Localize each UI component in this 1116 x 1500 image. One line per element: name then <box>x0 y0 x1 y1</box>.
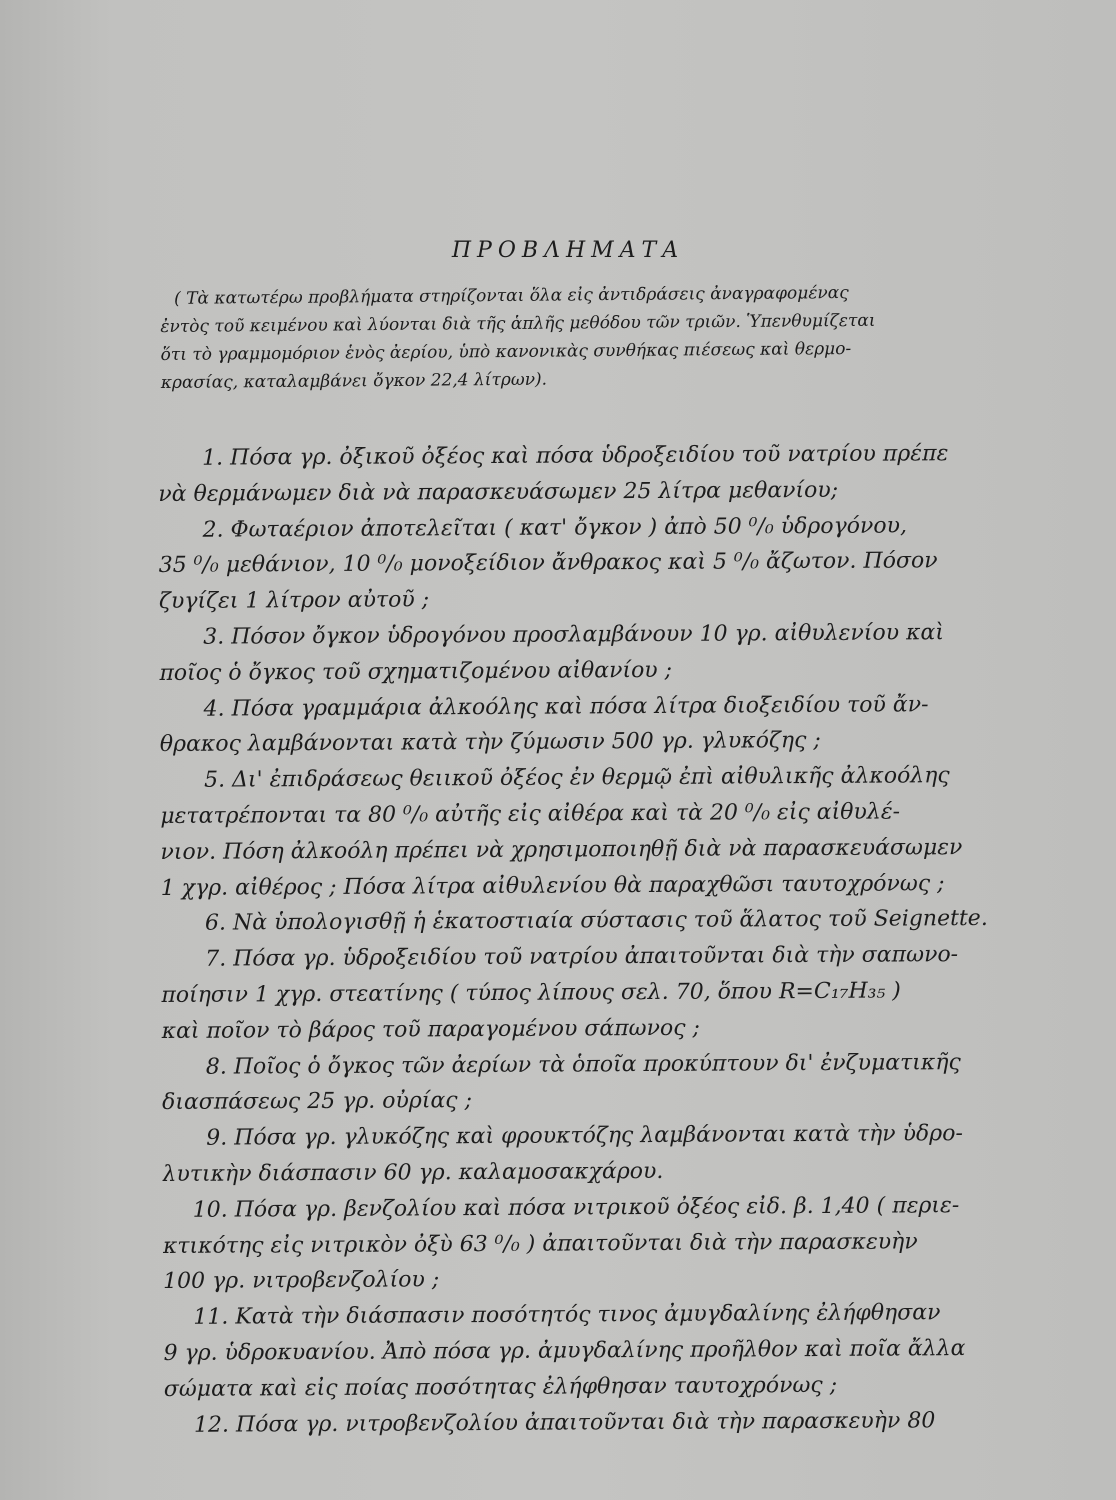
problem-11-line <box>163 1295 998 1336</box>
problem-number: 8. <box>205 1054 227 1080</box>
problem-5-line: νιον. Πόση ἀλκοόλη πρέπει νὰ χρησιμοποιηθῇ διὰ νὰ παρασκευάσωμεν <box>160 834 963 865</box>
problem-1-line <box>158 436 993 477</box>
problem-number: 6. <box>204 910 227 937</box>
problem-9-line: λυτικὴν διάσπασιν 60 γρ. καλαμοσακχάρου. <box>162 1158 664 1187</box>
problem-text: Πόσα γρ. γλυκόζης καὶ φρουκτόζης λαμβάνονται κατὰ τὴν ὑδρο- <box>234 1121 963 1151</box>
problem-3-line <box>159 615 994 656</box>
problem-number: 3. <box>203 624 225 650</box>
problem-text: Πόσα γρ. βενζολίου καὶ πόσα νιτρικοῦ ὀξέος εἰδ. β. 1,40 ( περιε- <box>234 1192 960 1223</box>
intro-line: ( Τὰ κατωτέρω προβλήματα στηρίζονται ὅλα εἰς ἀντιδράσεις ἀναγραφομένας <box>174 282 849 309</box>
problem-number: 12. <box>193 1412 230 1438</box>
problem-number: 10. <box>192 1197 228 1223</box>
problem-number: 11. <box>193 1304 229 1330</box>
problem-text: Δι' ἐπιδράσεως θειικοῦ ὀξέος ἐν θερμῷ ἐπὶ αἰθυλικῆς ἀλκοόλης <box>231 763 950 793</box>
problem-6-line <box>161 901 996 942</box>
intro-paragraph <box>160 278 991 397</box>
problem-11-line: 9 γρ. ὑδροκυανίου. Ἀπὸ πόσα γρ. ἀμυγδαλίνης προῆλθον καὶ ποῖα ἄλλα <box>163 1336 966 1366</box>
problem-5-line: 1 χγρ. αἰθέρος ; Πόσα λίτρα αἰθυλενίου θὰ παραχθῶσι ταυτοχρόνως ; <box>160 870 945 901</box>
page-title: ΠΡΟΒΛΗΜΑΤΑ <box>451 238 685 263</box>
problem-number: 5. <box>203 767 226 793</box>
problem-11-line: σώματα καὶ εἰς ποίας ποσότητας ἐλήφθησαν ταυτοχρόνως ; <box>163 1372 838 1402</box>
problem-number: 1. <box>202 445 224 471</box>
problem-text: Πόσα γρ. ὑδροξειδίου τοῦ νατρίου ἀπαιτοῦνται διὰ τὴν σαπωνο- <box>233 942 959 972</box>
problem-1-line: νὰ θερμάνωμεν διὰ νὰ παρασκευάσωμεν 25 λίτρα μεθανίου; <box>158 477 839 507</box>
problem-4-line <box>160 686 995 727</box>
problem-2-line: ζυγίζει 1 λίτρον αὐτοῦ ; <box>158 587 430 615</box>
problem-number: 7. <box>205 946 227 972</box>
problem-7-line <box>161 937 996 978</box>
problem-number: 9. <box>206 1125 228 1151</box>
problem-5-line: μετατρέπονται τα 80 ⁰/₀ αὐτῆς εἰς αἰθέρα καὶ τὰ 20 ⁰/₀ εἰς αἰθυλέ- <box>160 799 901 829</box>
problem-10-line: κτικότης εἰς νιτρικὸν ὀξὺ 63 ⁰/₀ ) ἀπαιτοῦνται διὰ τὴν παρασκευὴν <box>162 1228 918 1259</box>
problem-text: Πόσα γρ. νιτροβενζολίου ἀπαιτοῦνται διὰ τὴν παρασκευὴν 80 <box>235 1407 936 1438</box>
problem-text: Νὰ ὑπολογισθῇ ἡ ἑκατοστιαία σύστασις τοῦ ἅλατος τοῦ Seignette. <box>232 906 988 936</box>
problem-list <box>158 436 999 1443</box>
problem-7-line: καὶ ποῖον τὸ βάρος τοῦ παραγομένου σάπωνος ; <box>161 1015 700 1044</box>
problem-10-line: 100 γρ. νιτροβενζολίου ; <box>163 1267 440 1295</box>
problem-9-line <box>162 1116 997 1157</box>
problem-12-line <box>164 1402 999 1443</box>
intro-line: ὅτι τὸ γραμμομόριον ἑνὸς ἀερίου, ὑπὸ κανονικὰς συνθήκας πιέσεως καὶ θερμο- <box>160 338 852 365</box>
problem-4-line: θρακος λαμβάνονται κατὰ τὴν ζύμωσιν 500 γρ. γλυκόζης ; <box>159 728 821 758</box>
problem-text: Πόσον ὄγκον ὑδρογόνου προσλαμβάνουν 10 γρ. αἰθυλενίου καὶ <box>231 620 945 650</box>
problem-text: Πόσα γρ. ὀξικοῦ ὀξέος καὶ πόσα ὑδροξειδίου τοῦ νατρίου πρέπε <box>230 441 949 471</box>
problem-text: Πόσα γραμμάρια ἀλκοόλης καὶ πόσα λίτρα διοξειδίου τοῦ ἄν- <box>231 691 929 722</box>
problem-3-line: ποῖος ὁ ὄγκος τοῦ σχηματιζομένου αἰθανίου ; <box>159 657 673 686</box>
intro-line: ἐντὸς τοῦ κειμένου καὶ λύονται διὰ τῆς ἁπλῆς μεθόδου τῶν τριῶν. Ὑπενθυμίζεται <box>160 310 876 337</box>
problem-7-line: ποίησιν 1 χγρ. στεατίνης ( τύπος λίπους σελ. 70, ὅπου R=C₁₇H₃₅ ) <box>161 978 901 1008</box>
problem-text: Κατὰ τὴν διάσπασιν ποσότητός τινος ἀμυγδαλίνης ἐλήφθησαν <box>235 1300 941 1330</box>
problem-number: 4. <box>203 696 225 722</box>
problem-5-line <box>160 758 995 799</box>
problem-text: Ποῖος ὁ ὄγκος τῶν ἀερίων τὰ ὁποῖα προκύπτουν δι' ἐνζυματικῆς <box>233 1049 961 1080</box>
intro-line: κρασίας, καταλαμβάνει ὄγκον 22,4 λίτρων). <box>160 369 548 393</box>
problem-2-line <box>158 507 993 548</box>
problem-2-line: 35 ⁰/₀ μεθάνιον, 10 ⁰/₀ μονοξείδιον ἄνθρακος καὶ 5 ⁰/₀ ἄζωτον. Πόσον <box>158 548 938 579</box>
problem-8-line: διασπάσεως 25 γρ. οὐρίας ; <box>161 1088 473 1116</box>
problem-8-line <box>162 1044 997 1085</box>
problem-10-line <box>163 1188 998 1229</box>
problem-number: 2. <box>202 517 224 543</box>
problem-text: Φωταέριον ἀποτελεῖται ( κατ' ὄγκον ) ἀπὸ 50 ⁰/₀ ὑδρογόνου, <box>230 513 907 543</box>
